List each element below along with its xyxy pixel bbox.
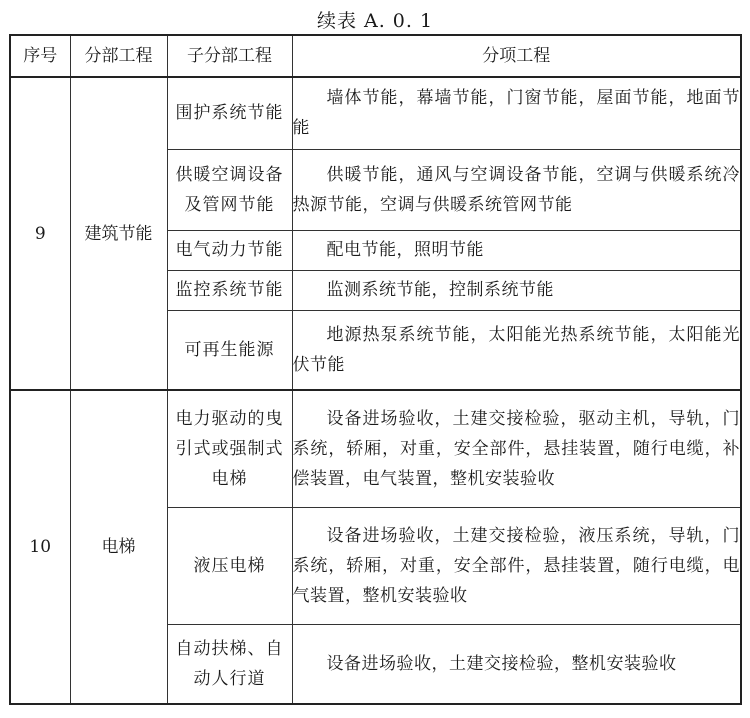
- row-items: 墙体节能，幕墙节能，门窗节能，屋面节能，地面节能: [292, 77, 741, 149]
- row-subdivision: 可再生能源: [167, 310, 292, 390]
- row-subdivision: 围护系统节能: [167, 77, 292, 149]
- table-row: [10, 77, 741, 149]
- row-items: 监测系统节能，控制系统节能: [292, 270, 741, 310]
- row-seq: 9: [10, 77, 70, 390]
- table-caption: 续表 A. 0. 1: [316, 10, 434, 32]
- row-subdivision: 供暖空调设备及管网节能: [167, 149, 292, 230]
- row-subdivision: 自动扶梯、自动人行道: [167, 624, 292, 704]
- table-header-row: [10, 35, 741, 77]
- row-items: 设备进场验收，土建交接检验，整机安装验收: [292, 624, 741, 704]
- acceptance-division-table: [9, 34, 742, 705]
- table-row: [10, 390, 741, 507]
- row-items: 设备进场验收，土建交接检验，液压系统，导轨，门系统，轿厢，对重，安全部件，悬挂装置，随行电缆，电气装置，整机安装验收: [292, 507, 741, 624]
- header-subdivision: 子分部工程: [167, 35, 292, 77]
- row-subdivision: 液压电梯: [167, 507, 292, 624]
- header-seq: 序号: [10, 35, 70, 77]
- row-items: 供暖节能，通风与空调设备节能，空调与供暖系统冷热源节能，空调与供暖系统管网节能: [292, 149, 741, 230]
- row-division: 建筑节能: [70, 77, 167, 390]
- row-items: 配电节能，照明节能: [292, 230, 741, 270]
- row-subdivision: 监控系统节能: [167, 270, 292, 310]
- row-division: 电梯: [70, 390, 167, 704]
- row-items: 设备进场验收，土建交接检验，驱动主机，导轨，门系统，轿厢，对重，安全部件，悬挂装置，随行电缆，补偿装置，电气装置，整机安装验收: [292, 390, 741, 507]
- row-subdivision: 电力驱动的曳引式或强制式电梯: [167, 390, 292, 507]
- row-seq: 10: [10, 390, 70, 704]
- header-division: 分部工程: [70, 35, 167, 77]
- row-items: 地源热泵系统节能，太阳能光热系统节能，太阳能光伏节能: [292, 310, 741, 390]
- header-items: 分项工程: [292, 35, 741, 77]
- row-subdivision: 电气动力节能: [167, 230, 292, 270]
